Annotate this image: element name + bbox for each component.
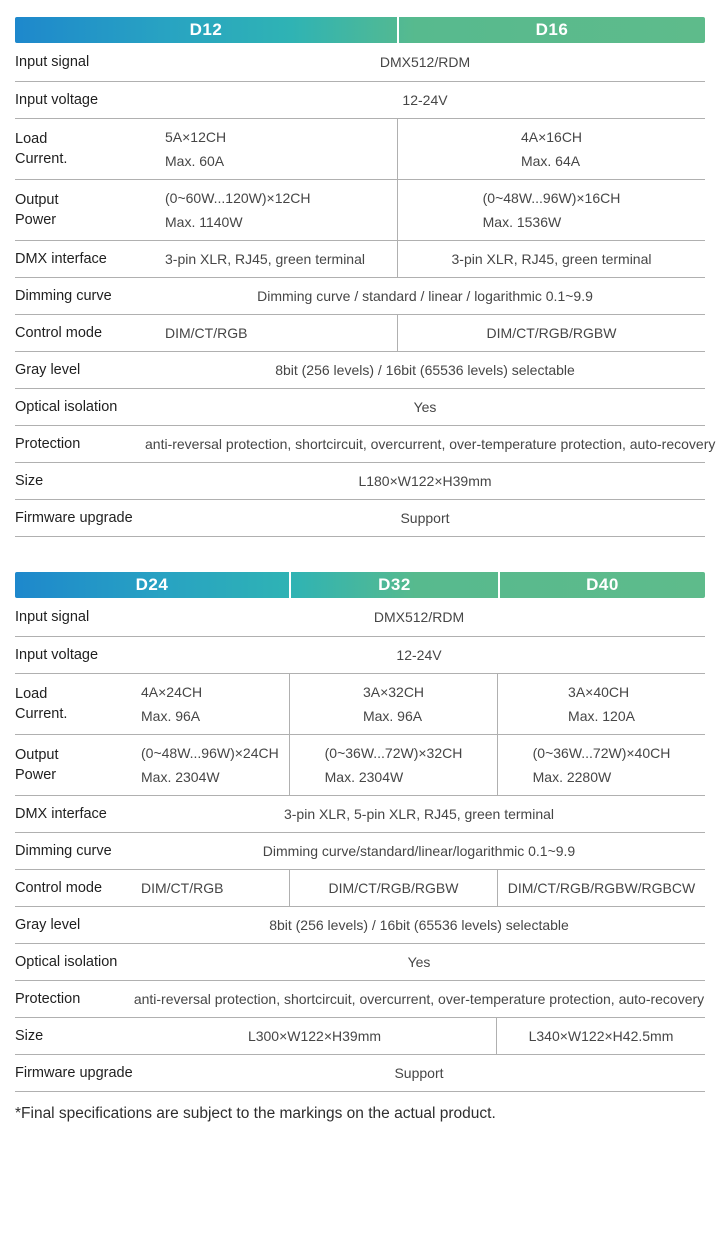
row-value: anti-reversal protection, shortcircuit, overcurrent, over-temperature protection, auto-recovery — [145, 436, 716, 452]
row-protection — [15, 426, 716, 463]
cell-d16 — [398, 315, 705, 351]
cell-value — [133, 741, 279, 789]
cell-value: L300×W122×H39mm — [247, 1028, 382, 1044]
row-label: Dimming curve — [15, 287, 112, 304]
row-label: Input voltage — [15, 646, 99, 663]
row-label: Gray level — [15, 916, 81, 933]
cell-d40 — [498, 870, 705, 906]
cell-line: Max. 96A — [362, 708, 423, 724]
row-input-signal — [15, 598, 705, 637]
cell-value — [568, 680, 635, 728]
cell-value: L340×W122×H42.5mm — [528, 1028, 674, 1044]
cell-d40 — [497, 1018, 705, 1054]
cell-line: 3-pin XLR, RJ45, green terminal — [165, 251, 365, 267]
row-value: Support — [400, 510, 450, 526]
cell-line: (0~36W...72W)×40CH — [532, 745, 671, 761]
cell-line: Max. 60A — [165, 153, 225, 169]
row-output-power — [15, 180, 705, 241]
cell-value — [363, 680, 424, 728]
cell-line: DIM/CT/RGB — [165, 325, 248, 341]
footnote: *Final specifications are subject to the markings on the actual product. — [15, 1105, 496, 1122]
cell-d32 — [290, 674, 497, 734]
cell-line: Max. 2304W — [141, 769, 220, 785]
cell-d40 — [498, 735, 705, 795]
row-dmx-interface — [15, 796, 705, 833]
row-dmx-interface — [15, 241, 705, 278]
row-load-current — [15, 119, 705, 180]
table2-header-d40: D40 — [586, 575, 619, 594]
cell-line: DIM/CT/RGB — [141, 880, 224, 896]
row-label: Gray level — [15, 361, 81, 378]
row-label: Load Current. — [15, 685, 68, 722]
cell-value — [145, 186, 311, 234]
cell-d12 — [15, 180, 397, 240]
cell-d24 — [15, 735, 289, 795]
cell-line: 3A×40CH — [568, 684, 630, 700]
table2-header-d24: D24 — [135, 575, 169, 594]
row-label: Firmware upgrade — [15, 509, 133, 526]
cell-value — [133, 876, 223, 900]
row-firmware-upgrade — [15, 500, 705, 537]
row-label: Control mode — [15, 324, 103, 341]
row-label: Firmware upgrade — [15, 1064, 133, 1081]
cell-value — [145, 125, 226, 173]
cell-value — [133, 680, 202, 728]
cell-value — [533, 741, 671, 789]
row-control-mode — [15, 315, 705, 352]
row-control-mode — [15, 870, 705, 907]
row-label: Control mode — [15, 879, 103, 896]
cell-line: Max. 64A — [520, 153, 581, 169]
cell-d12 — [15, 315, 397, 351]
row-firmware-upgrade — [15, 1055, 705, 1092]
cell-value — [487, 321, 617, 345]
row-input-voltage — [15, 82, 705, 119]
row-dimming-curve — [15, 833, 705, 870]
row-value: 12-24V — [402, 92, 448, 108]
row-label: Load Current. — [15, 130, 68, 167]
row-load-current — [15, 674, 705, 735]
spec-table-d12-d16 — [15, 0, 716, 537]
cell-d12 — [15, 119, 397, 179]
row-value: L180×W122×H39mm — [358, 473, 492, 489]
cell-d24-d32 — [15, 1018, 496, 1054]
row-protection — [15, 981, 705, 1018]
row-size — [15, 463, 705, 500]
cell-d32 — [290, 870, 497, 906]
cell-value — [329, 876, 459, 900]
row-label: Protection — [15, 435, 81, 452]
cell-line: (0~48W...96W)×24CH — [141, 745, 279, 761]
cell-line: DIM/CT/RGB/RGBW/RGBCW — [507, 880, 696, 896]
cell-line: (0~36W...72W)×32CH — [324, 745, 463, 761]
row-label: Input voltage — [15, 91, 99, 108]
row-input-signal — [15, 43, 705, 82]
cell-line: 3A×32CH — [362, 684, 425, 700]
row-input-voltage — [15, 637, 705, 674]
cell-d16 — [398, 180, 705, 240]
cell-line: Max. 120A — [568, 708, 635, 724]
row-output-power — [15, 735, 705, 796]
cell-d24 — [15, 870, 289, 906]
cell-value — [325, 741, 463, 789]
cell-value — [145, 321, 247, 345]
cell-line: Max. 2280W — [532, 769, 612, 785]
cell-value — [508, 876, 695, 900]
cell-d24 — [15, 674, 289, 734]
row-optical-isolation — [15, 944, 705, 981]
row-size — [15, 1018, 705, 1055]
row-value: 3-pin XLR, 5-pin XLR, RJ45, green terminal — [283, 806, 555, 822]
row-value: 8bit (256 levels) / 16bit (65536 levels) selectable — [275, 362, 575, 378]
row-value: Yes — [407, 954, 431, 970]
row-label: Dimming curve — [15, 842, 112, 859]
row-value: 8bit (256 levels) / 16bit (65536 levels) selectable — [269, 917, 569, 933]
cell-line: 4A×16CH — [520, 129, 583, 145]
cell-value — [145, 247, 365, 271]
cell-line: 3-pin XLR, RJ45, green terminal — [451, 251, 652, 267]
row-value: anti-reversal protection, shortcircuit, overcurrent, over-temperature protection, auto-recovery — [133, 991, 705, 1007]
cell-line: Max. 1140W — [165, 214, 243, 230]
cell-value — [521, 125, 582, 173]
table2-header-d32: D32 — [378, 575, 411, 594]
cell-line: (0~60W...120W)×12CH — [165, 190, 311, 206]
row-gray-level — [15, 352, 705, 389]
row-value: Yes — [413, 399, 437, 415]
row-label: DMX interface — [15, 805, 107, 822]
cell-line: Max. 96A — [141, 708, 201, 724]
row-label: Size — [15, 472, 44, 489]
cell-d12 — [15, 241, 397, 277]
cell-d16 — [398, 241, 705, 277]
row-label: Optical isolation — [15, 398, 118, 415]
row-optical-isolation — [15, 389, 705, 426]
cell-d16 — [398, 119, 705, 179]
row-value: Support — [394, 1065, 444, 1081]
row-value: Dimming curve/standard/linear/logarithmic 0.1~9.9 — [262, 843, 576, 859]
cell-line: 5A×12CH — [165, 129, 227, 145]
row-value: Dimming curve / standard / linear / logarithmic 0.1~9.9 — [257, 288, 593, 304]
table1-header — [15, 17, 705, 43]
row-label: DMX interface — [15, 250, 107, 267]
row-label: Protection — [15, 990, 81, 1007]
spec-table-d24-d32-d40 — [15, 572, 705, 1092]
row-label: Size — [15, 1027, 44, 1044]
cell-line: Max. 2304W — [324, 769, 404, 785]
cell-d32 — [290, 735, 497, 795]
row-value: DMX512/RDM — [379, 54, 471, 70]
table2-header — [15, 572, 705, 598]
row-label: Input signal — [15, 608, 90, 625]
cell-d40 — [498, 674, 705, 734]
row-label: Output Power — [15, 191, 59, 228]
row-dimming-curve — [15, 278, 705, 315]
row-value: DMX512/RDM — [373, 609, 465, 625]
row-label: Optical isolation — [15, 953, 118, 970]
cell-line: Max. 1536W — [482, 214, 562, 230]
cell-value — [452, 247, 652, 271]
row-gray-level — [15, 907, 705, 944]
cell-line: DIM/CT/RGB/RGBW — [486, 325, 617, 341]
table1-header-d16: D16 — [535, 20, 569, 39]
cell-value — [483, 186, 621, 234]
cell-line: DIM/CT/RGB/RGBW — [328, 880, 459, 896]
cell-line: 4A×24CH — [141, 684, 203, 700]
table1-header-d12: D12 — [189, 20, 223, 39]
row-label: Input signal — [15, 53, 90, 70]
cell-line: (0~48W...96W)×16CH — [482, 190, 621, 206]
row-value: 12-24V — [396, 647, 442, 663]
row-label: Output Power — [15, 746, 59, 783]
